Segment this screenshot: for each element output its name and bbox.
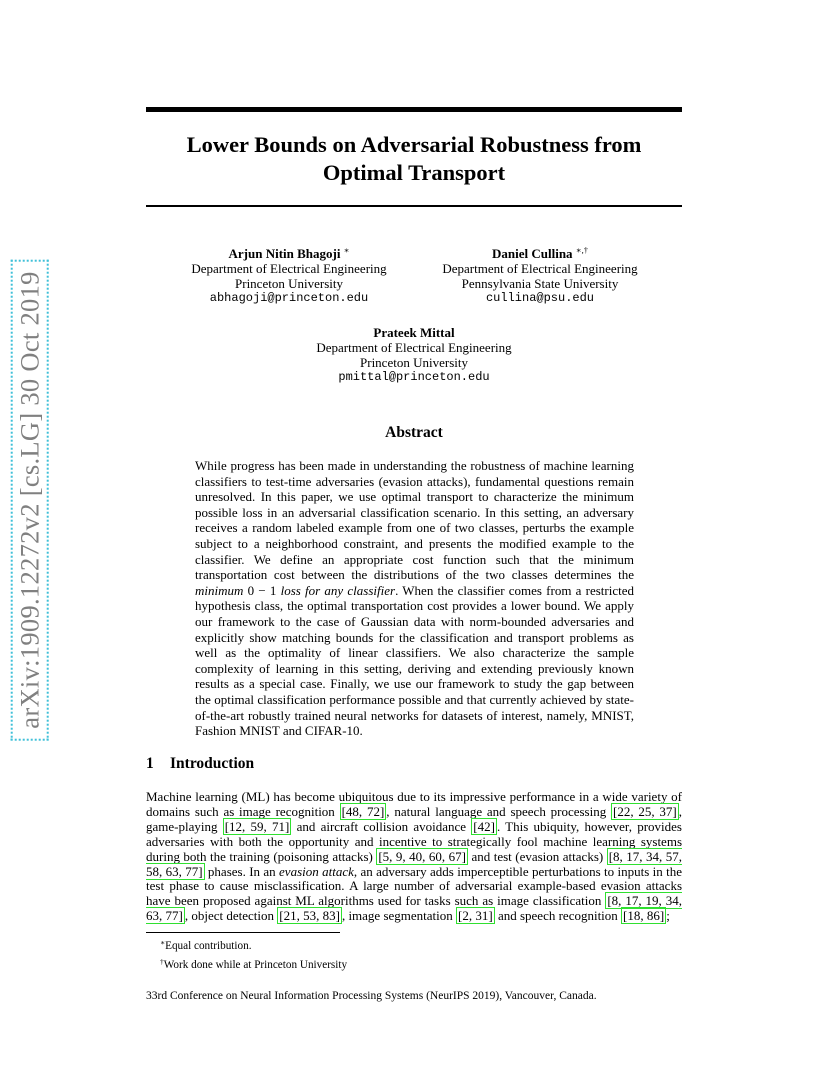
citation-link[interactable]: [22, 25, 37] [613, 803, 677, 819]
abstract-heading: Abstract [385, 424, 443, 441]
title-top-rule [146, 107, 682, 112]
author-block-3 [301, 325, 527, 385]
footnote-text: Equal contribution. [165, 940, 252, 952]
author-institution: Pennsylvania State University [461, 276, 619, 291]
author-name: Arjun Nitin Bhagoji ∗ [228, 245, 350, 261]
author-mark: ∗,† [575, 245, 588, 255]
footnote-text: Work done while at Princeton University [163, 959, 348, 971]
author-name: Prateek Mittal [373, 325, 455, 340]
author-mark: ∗ [343, 245, 350, 255]
author-affiliation: Department of Electrical Engineering [442, 261, 638, 276]
citation-link[interactable]: [18, 86] [623, 908, 665, 924]
citation-link[interactable]: [8, 17, 34, 57, 58, 63, 77] [146, 848, 682, 879]
intro-paragraph: Machine learning (ML) has become ubiquitous due to its impressive performance in a wide variety of domains such as image recognition [48, 72] , natural language and speech processing [22, 25, 37] , game-playing [12, 59, 71] and aircraft collision avoidance [42] . This ubiquity, however, provides adversaries with both the opportunity and incentive to strategically fool machine learning systems during both the training (poisoning attacks) [5, 9, 40, 60, 67] and test (evasion attacks) [8, 17, 34, 57, 58, 63, 77] phases. In an evasion attack, an adversary adds imperceptible perturbations to inputs in the test phase to cause misclassification. A large number of adversarial example-based evasion attacks have been proposed against ML algorithms used for tasks such as image classification [8, 17, 19, 34, 63, 77] , object detection [21, 53, 83] , image segmentation [2, 31] and speech recognition [18, 86] ; [146, 789, 682, 924]
section-heading [146, 755, 254, 773]
abstract-math: 0 − 1 [247, 582, 277, 598]
conference-footer: 33rd Conference on Neural Information Processing Systems (NeurIPS 2019), Vancouver, Canada. [146, 990, 597, 1002]
author-block-1 [176, 243, 402, 306]
citation-link[interactable]: [5, 9, 40, 60, 67] [378, 848, 466, 864]
abstract-emphasis: minimum [195, 582, 244, 598]
citation-link[interactable]: [8, 17, 19, 34, 63, 77] [146, 893, 682, 924]
title-bottom-rule [146, 205, 682, 207]
footnote-mark: † [160, 957, 164, 966]
footnote-item [160, 954, 347, 973]
section-title: Introduction [170, 755, 255, 772]
paper-title-line1: Lower Bounds on Adversarial Robustness from [186, 132, 642, 157]
author-affiliation: Department of Electrical Engineering [316, 340, 512, 355]
citation-link[interactable]: [12, 59, 71] [224, 818, 290, 834]
author-email[interactable]: cullina@psu.edu [485, 291, 595, 305]
author-block-2 [427, 243, 653, 306]
citation-link[interactable]: [21, 53, 83] [279, 908, 340, 924]
author-affiliation: Department of Electrical Engineering [191, 261, 387, 276]
author-email[interactable]: abhagoji@princeton.edu [209, 291, 369, 305]
abstract-emphasis: loss for any classifier [280, 582, 396, 598]
paper-title-line2: Optimal Transport [322, 160, 506, 185]
citation-link[interactable]: [2, 31] [458, 908, 493, 924]
footnote-mark: ∗ [160, 938, 166, 947]
footnote-item [160, 935, 347, 954]
citation-link[interactable]: [42] [473, 818, 495, 834]
intro-emphasis: evasion attack [279, 863, 354, 879]
footnote-rule [146, 932, 340, 933]
author-email[interactable]: pmittal@princeton.edu [338, 370, 490, 384]
footnotes [160, 935, 347, 973]
section-number: 1 [146, 755, 154, 772]
author-institution: Princeton University [235, 276, 343, 291]
citation-link[interactable]: [48, 72] [341, 803, 385, 819]
arxiv-identifier [12, 262, 48, 738]
abstract-body: While progress has been made in understanding the robustness of machine learning classifiers to test-time adversaries (evasion attacks), fundamental questions remain unresolved. In this paper, we use optimal transport to characterize the minimum possible loss in an adversarial classification scenario. In this setting, an adversary receives a random labeled example from one of two classes, perturbs the example subject to a neighborhood constraint, and presents the modified example to the classifier. We define an appropriate cost function such that the minimum transportation cost between the distributions of the two classes determines the minimum 0 − 1 loss for any classifier. When the classifier comes from a restricted hypothesis class, the optimal transportation cost provides a lower bound. We apply our framework to the case of Gaussian data with norm-bounded adversaries and explicitly show matching bounds for the classification and transport problems as well as the optimality of linear classifiers. We also characterize the sample complexity of learning in this setting, deriving and extending previously known results as a special case. Finally, we use our framework to study the gap between the optimal classification performance possible and that currently achieved by state-of-the-art robustly trained neural networks for datasets of interest, namely, MNIST, Fashion MNIST and CIFAR-10. [195, 458, 635, 739]
author-institution: Princeton University [360, 355, 468, 370]
paper-title [146, 131, 682, 187]
author-name: Daniel Cullina ∗,† [492, 245, 588, 261]
arxiv-identifier-text: arXiv:1909.12272v2 [cs.LG] 30 Oct 2019 [11, 259, 49, 740]
